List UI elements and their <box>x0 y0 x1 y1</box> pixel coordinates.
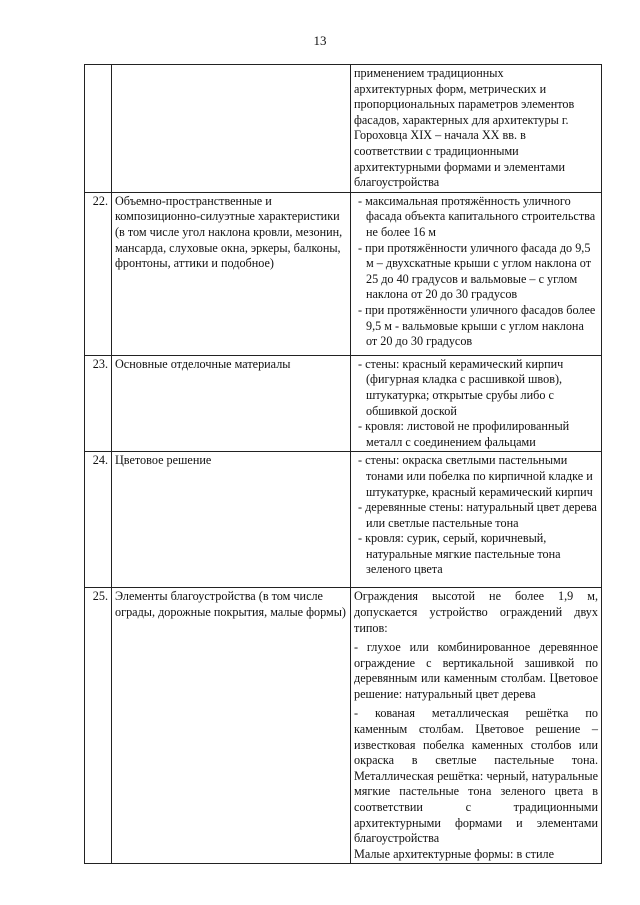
requirement-item: - при протяжённости уличного фасада до 9,5 м – двухскатные крыши с углом наклона от 25 до 40 градусов и вальмовые – с углом наклона от 20 до 30 градусов <box>358 240 592 302</box>
table-row <box>85 355 602 452</box>
requirement-line: Гороховца XIX – начала XX вв. в <box>354 128 526 143</box>
table-row <box>85 588 602 864</box>
table-row <box>85 192 602 355</box>
row-parameter-name: Объемно-пространственные и композиционно-силуэтные характеристики (в том числе угол наклона кровли, мезонин, мансарда, слуховые окна, эркеры, балконы, фронтоны, аттики и подобное) <box>112 192 351 355</box>
row-number: 25. <box>85 588 112 864</box>
requirement-item: - стены: окраска светлыми пастельными тонами или побелка по кирпичной кладке и штукатурке, красный керамический кирпич <box>358 453 593 499</box>
row-requirements <box>351 588 602 864</box>
requirement-line: архитектурными формами и элементами <box>354 159 566 174</box>
row-parameter-name: Основные отделочные материалы <box>112 355 351 452</box>
requirement-paragraph: - глухое или комбинированное деревянное ограждение с вертикальной зашивкой по деревянным или каменным столбам. Цветовое решение: натуральный цвет дерева <box>354 640 598 701</box>
row-number <box>85 65 112 193</box>
row-requirements <box>351 355 602 452</box>
requirements-table <box>84 64 602 864</box>
page-number: 13 <box>313 33 327 48</box>
row-number: 23. <box>85 355 112 452</box>
requirement-item: - максимальная протяжённость уличного фасада объекта капитального строительства не более 16 м <box>358 193 596 239</box>
requirement-item: - деревянные стены: натуральный цвет дерева или светлые пастельные тона <box>358 500 597 530</box>
row-number: 22. <box>85 192 112 355</box>
requirement-item: - кровля: листовой не профилированный металл с соединением фальцами <box>358 419 570 449</box>
row-requirements <box>351 192 602 355</box>
requirement-line: фасадов, характерных для архитектуры г. <box>354 112 569 127</box>
requirement-paragraph: Малые архитектурные формы: в стиле <box>354 846 554 861</box>
row-parameter-name <box>112 65 351 193</box>
requirement-paragraph: - кованая металлическая решётка по каменным столбам. Цветовое решение – известковая побелка каменных столбов или окраска в светлые пастельные тона. Металлическая решётка: черный, натуральные мягкие пастельные тона зеленого цвета в соответствии с традиционными архитектурными формами и элементами благоустройства <box>354 706 598 846</box>
table-row <box>85 452 602 588</box>
requirement-line: применением традиционных <box>354 66 504 80</box>
row-number: 24. <box>85 452 112 588</box>
requirement-line: архитектурных форм, метрических и <box>354 81 547 96</box>
requirement-line: соответствии с традиционными <box>354 143 519 158</box>
requirement-line: пропорциональных параметров элементов <box>354 97 575 112</box>
row-requirements <box>351 65 602 193</box>
requirement-item: - кровля: сурик, серый, коричневый, натуральные мягкие пастельные тона зеленого цвета <box>358 531 561 577</box>
requirement-line: благоустройства <box>354 175 440 190</box>
row-parameter-name: Цветовое решение <box>112 452 351 588</box>
requirement-paragraph: Ограждения высотой не более 1,9 м, допускается устройство ограждений двух типов: <box>354 589 598 635</box>
table-row <box>85 65 602 193</box>
row-requirements <box>351 452 602 588</box>
requirement-item: - стены: красный керамический кирпич (фигурная кладка с расшивкой швов), штукатурка; открытые срубы либо с обшивкой доской <box>358 356 564 418</box>
row-parameter-name: Элементы благоустройства (в том числе ограды, дорожные покрытия, малые формы) <box>112 588 351 864</box>
requirement-item: - при протяжённости уличного фасадов более 9,5 м - вальмовые крыши с углом наклона от 20 до 30 градусов <box>358 302 596 349</box>
